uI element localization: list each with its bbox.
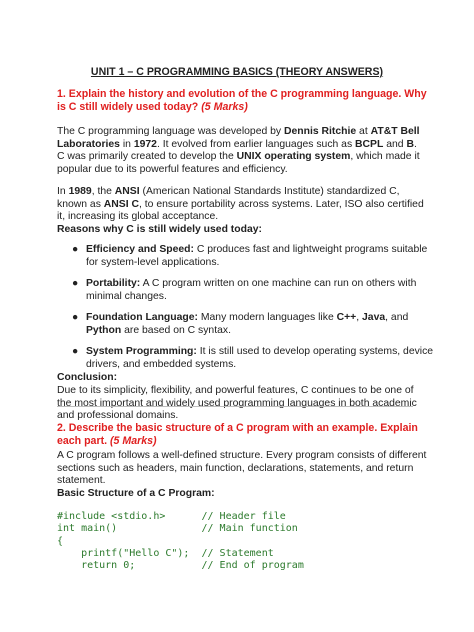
question-2-heading [57, 422, 427, 448]
reason-label: Efficiency and Speed: [86, 244, 194, 255]
text-run: In [57, 186, 69, 197]
bold-run: 1989 [68, 186, 92, 197]
section-divider [57, 406, 413, 407]
text-run: , the [91, 186, 115, 197]
reason-text: A C program written on one machine can run on others with minimal changes. [86, 278, 417, 302]
reason-label: System Programming: [86, 346, 197, 357]
q1-paragraph-ansi [57, 186, 427, 224]
code-example: #include <stdio.h> // Header file int main() // Main function { printf("Hello C"); // Statement return 0; // End of program [57, 511, 304, 572]
text-run: (American National Standards Institute) standardized C, known as [57, 186, 400, 210]
q1-paragraph-history [57, 126, 427, 176]
list-item [72, 312, 436, 337]
reason-text: It is still used to develop operating systems, device drivers, and embedded systems. [86, 346, 434, 370]
text-run: and [383, 138, 407, 150]
structure-heading: Basic Structure of a C Program: [57, 488, 215, 499]
conclusion-heading: Conclusion: [57, 372, 118, 383]
bold-run: B [406, 138, 414, 150]
bold-run: 1972 [133, 138, 157, 150]
bold-run: UNIX operating system [236, 151, 351, 163]
text-run: in [119, 138, 134, 150]
text-run: , and [385, 312, 409, 323]
q2-intro: A C program follows a well-defined structure. Every program consists of different sections such as headers, main function, declarations, statements, and return statement. [57, 450, 427, 487]
bold-run: C++ [336, 312, 357, 323]
list-item [72, 244, 436, 269]
bullet-icon: ● [72, 312, 79, 323]
question-1-marks: (5 Marks) [201, 101, 248, 113]
text-run: are based on C syntax. [121, 324, 231, 336]
bold-run: AT&T Bell Laboratories [57, 126, 420, 150]
text-run: . It evolved from earlier languages such as [156, 138, 356, 150]
bold-run: BCPL [355, 138, 384, 150]
reason-label: Foundation Language: [86, 312, 198, 323]
bold-run: Python [86, 324, 122, 336]
reasons-heading: Reasons why C is still widely used today: [57, 224, 262, 235]
list-item [72, 278, 436, 303]
text-run: , which made it popular due to its powerful features and efficiency. [57, 151, 420, 175]
reason-text: Many modern languages like [197, 312, 337, 323]
text-run: . C was primarily created to develop the [57, 138, 417, 163]
bold-run: ANSI C [103, 198, 140, 210]
bold-run: ANSI [114, 186, 140, 197]
text-run: , [356, 312, 363, 323]
bullet-icon: ● [72, 244, 79, 255]
document-title: UNIT 1 – C PROGRAMMING BASICS (THEORY ANSWERS) [90, 66, 384, 78]
bold-run: Dennis Ritchie [284, 126, 357, 137]
question-2-marks: (5 Marks) [110, 435, 157, 447]
text-run: at [356, 126, 371, 137]
reason-text: C produces fast and lightweight programs suitable for system-level applications. [86, 244, 428, 268]
text-run: The C programming language was developed by [57, 126, 284, 137]
bold-run: Java [362, 312, 386, 323]
bullet-icon: ● [72, 346, 79, 357]
conclusion-text: Due to its simplicity, flexibility, and powerful features, C continues to be one of the most important and widely used programming languages in both academic and professional domains. [57, 385, 417, 422]
text-run: , to ensure portability across systems. Later, ISO also certified it, increasing its global acceptance. [57, 198, 424, 223]
bullet-icon: ● [72, 278, 79, 289]
question-2-text: 2. Describe the basic structure of a C program with an example. Explain each part. [57, 422, 418, 447]
question-1-heading [57, 88, 427, 114]
list-item [72, 346, 436, 371]
reason-label: Portability: [86, 278, 141, 289]
question-1-text: 1. Explain the history and evolution of the C programming language. Why is C still widely used today? [57, 88, 427, 113]
